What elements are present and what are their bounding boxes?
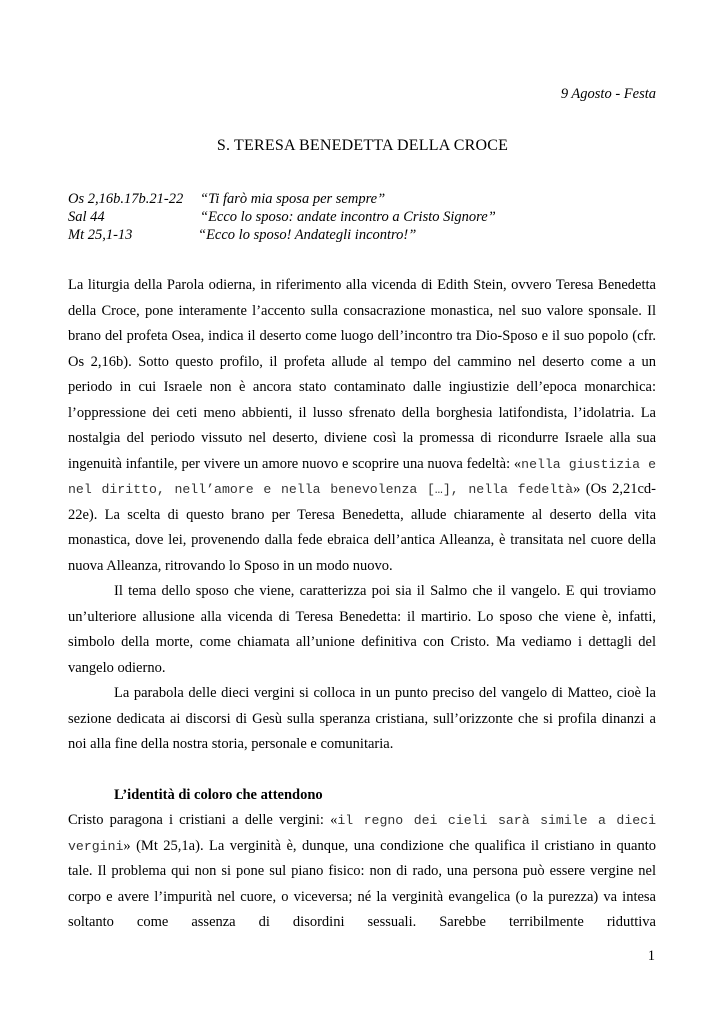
scripture-quote: il regno dei cieli sarà simile a dieci vergini	[68, 813, 656, 854]
reading-reference: Os 2,16b.17b.21-22	[68, 191, 184, 207]
section-heading: L’identità di coloro che attendono	[114, 786, 323, 803]
reading-antiphon: “Ti farò mia sposa per sempre”	[200, 191, 386, 207]
readings-list	[68, 190, 496, 244]
paragraph-4: Cristo paragona i cristiani a delle vergini: «il regno dei cieli sarà simile a dieci vergini» (Mt 25,1a). La verginità è, dunque, una condizione che qualifica il cristiano in quanto tale. Il problema qui non si pone sul piano fisico: non di rado, una persona può essere vergine nel corpo e avere l’impurità nel cuore, o viceversa; né la verginità evangelica (o la purezza) va intesa soltanto come assenza di disordini sessuali. Sarebbe terribilmente riduttiva	[68, 812, 656, 930]
reading-reference: Sal 44	[68, 209, 105, 225]
reading-row	[68, 208, 496, 226]
reading-row	[68, 226, 496, 244]
scripture-quote: nella giustizia e nel diritto, nell’amore e nella benevolenza […], nella fedeltà	[68, 456, 656, 497]
reading-row	[68, 190, 496, 208]
reading-antiphon: “Ecco lo sposo! Andategli incontro!”	[198, 227, 417, 243]
page-title: S. TERESA BENEDETTA DELLA CROCE	[216, 137, 509, 154]
body-text	[68, 273, 656, 936]
reading-reference: Mt 25,1-13	[68, 227, 133, 243]
paragraph-3: La parabola delle dieci vergini si colloca in un punto preciso del vangelo di Matteo, cioè la sezione dedicata ai discorsi di Gesù sulla speranza cristiana, sull’orizzonte che si profila dinanzi a noi alla fine della nostra storia, personale e comunitaria.	[68, 685, 656, 752]
page-number: 1	[647, 948, 655, 964]
reading-antiphon: “Ecco lo sposo: andate incontro a Cristo Signore”	[200, 209, 496, 225]
paragraph-2: Il tema dello sposo che viene, caratterizza poi sia il Salmo che il vangelo. E qui troviamo un’ulteriore allusione alla vicenda di Teresa Benedetta: il martirio. Lo sposo che viene è, infatti, simbolo della morte, come chiamata all’unione definitiva con Cristo. Ma vediamo i dettagli del vangelo odierno.	[68, 583, 656, 676]
paragraph-1: La liturgia della Parola odierna, in riferimento alla vicenda di Edith Stein, ovvero Teresa Benedetta della Croce, pone interamente l’accento sulla consacrazione monastica, nel suo valore sponsale. Il brano del profeta Osea, indica il deserto come luogo dell’incontro tra Dio-Sposo e il suo popolo (cfr. Os 2,16b). Sotto questo profilo, il profeta allude al tempo del cammino nel deserto come a un periodo in cui Israele non è ancora stato contaminato dalle ingiustizie dell’epoca monarchica: l’oppressione dei ceti meno abbienti, il lusso sfrenato della borghesia latifondista, l’idolatria. La nostalgia del periodo vissuto nel deserto, diviene così la promessa di ricondurre Israele alla sua ingenuità infantile, per vivere un amore nuovo e scoprire una nuova fedeltà: «nella giustizia e nel diritto, nell’amore e nella benevolenza […], nella fedeltà» (Os 2,21cd-22e). La scelta di questo brano per Teresa Benedetta, allude chiaramente al deserto della vita monastica, dove lei, provenendo dalla fede ebraica dell’antica Alleanza, è transitata nel cuore della nuova Alleanza, ritrovando lo Sposo in un modo nuovo.	[68, 277, 656, 574]
feast-date: 9 Agosto - Festa	[560, 86, 656, 102]
